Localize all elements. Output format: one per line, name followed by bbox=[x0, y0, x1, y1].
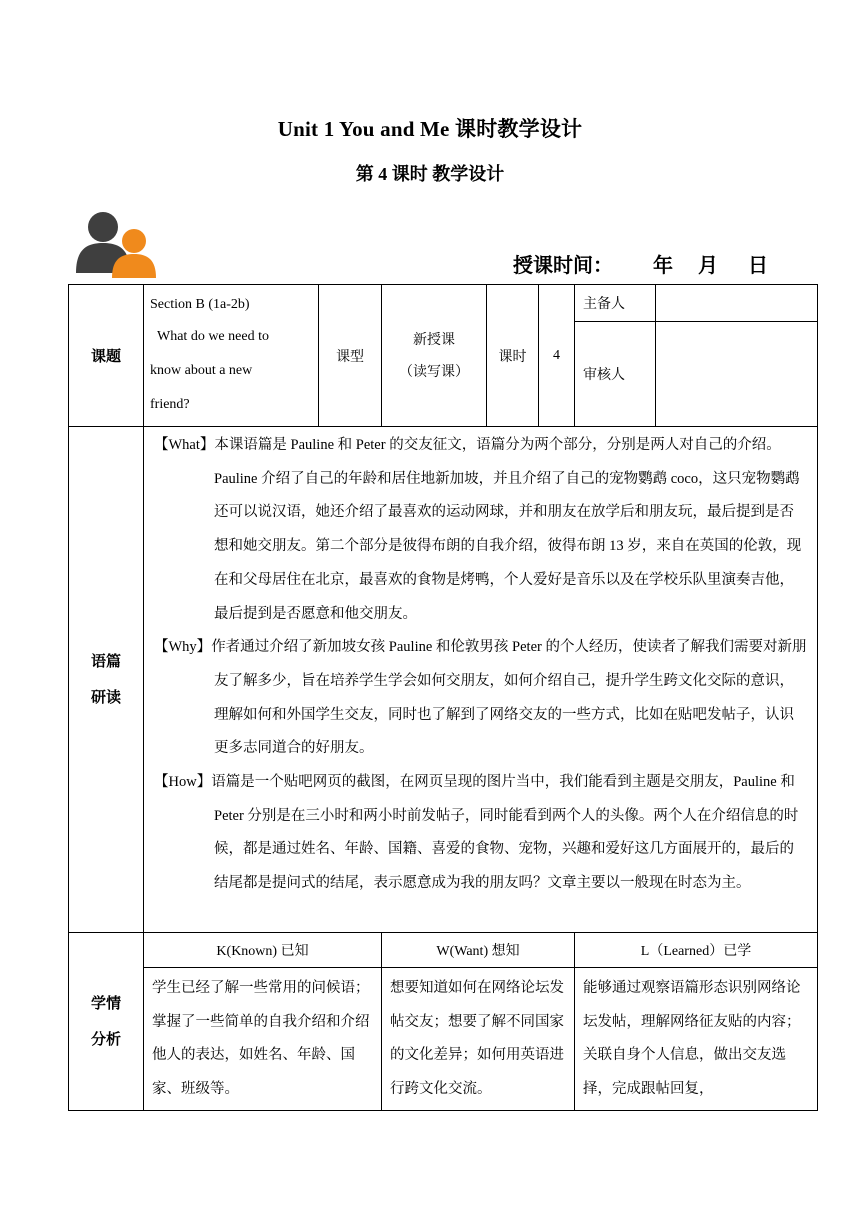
analysis-label-1: 学情 bbox=[90, 995, 121, 1012]
preparer-value bbox=[656, 285, 818, 322]
type-value-1: 新授课 bbox=[413, 332, 455, 348]
learned-text: 能够通过观察语篇形态识别网络论坛发帖，理解网络征友贴的内容；关联自身个人信息，做出交友选择，完成跟帖回复， bbox=[575, 968, 818, 1111]
year-label: 年 bbox=[653, 255, 673, 277]
analysis-label-2: 分析 bbox=[90, 1031, 121, 1048]
what-tag: 【What】 bbox=[154, 437, 215, 453]
known-text: 学生已经了解一些常用的问候语；掌握了一些简单的自我介绍和介绍他人的表达，如姓名、年龄、国家、班级等。 bbox=[144, 968, 382, 1111]
lesson-design-table bbox=[68, 284, 818, 1111]
reading-analysis bbox=[144, 427, 818, 933]
analysis-label bbox=[69, 933, 144, 1111]
preparer-label: 主备人 bbox=[575, 285, 656, 322]
why-paragraph bbox=[154, 631, 807, 766]
lesson-type bbox=[382, 285, 487, 427]
why-text: 作者通过介绍了新加坡女孩 Pauline 和伦敦男孩 Peter 的个人经历，使读者了解我们需要对新朋友了解多少，旨在培养学生学会如何交朋友，如何介绍自己，提升学生跨文化交际的意识，理解如何和外国学生交友，同时也了解到了网络交友的一些方式，比如在贴吧发帖子，认识更多志同道合的好朋友。 bbox=[211, 639, 807, 757]
type-value-2: （读写课） bbox=[399, 364, 469, 380]
lesson-line-2: know about a new bbox=[150, 363, 253, 378]
hours-value: 4 bbox=[539, 285, 575, 427]
want-text: 想要知道如何在网络论坛发帖交友；想要了解不同国家的文化差异；如何用英语进行跨文化交流。 bbox=[382, 968, 575, 1111]
day-label: 日 bbox=[748, 255, 768, 277]
section-text: Section B (1a-2b) bbox=[150, 297, 250, 312]
document-subtitle: 第 4 课时 教学设计 bbox=[355, 164, 505, 184]
reviewer-value bbox=[656, 321, 818, 426]
topic-label: 课题 bbox=[69, 285, 144, 427]
date-label: 授课时间： bbox=[513, 255, 613, 277]
hours-label: 课时 bbox=[487, 285, 539, 427]
known-header: K(Known) 已知 bbox=[144, 933, 382, 968]
how-tag: 【How】 bbox=[154, 774, 212, 791]
how-text: 语篇是一个贴吧网页的截图，在网页呈现的图片当中，我们能看到主题是交朋友，Pauline 和 Peter 分别是在三小时和两小时前发帖子，同时能看到两个人的头像。两个人在介绍信息的时候，都是通过姓名、年龄、国籍、喜爱的食物、宠物，兴趣和爱好这几方面展开的，最后的结尾都是提问式的结尾，表示愿意成为我的朋友吗？文章主要以一般现在时态为主。 bbox=[211, 774, 799, 892]
reviewer-label: 审核人 bbox=[575, 321, 656, 426]
lesson-line-1: What do we need to bbox=[157, 329, 269, 344]
lesson-topic bbox=[144, 285, 319, 427]
lesson-line-3: friend? bbox=[150, 397, 190, 412]
reading-label-2: 研读 bbox=[90, 689, 121, 706]
document-title: Unit 1 You and Me 课时教学设计 bbox=[277, 117, 583, 141]
what-paragraph bbox=[154, 429, 807, 631]
how-paragraph bbox=[154, 766, 807, 901]
reading-label-1: 语篇 bbox=[90, 653, 121, 670]
learned-header: L（Learned）已学 bbox=[575, 933, 818, 968]
teaching-date bbox=[513, 249, 768, 278]
people-icon bbox=[74, 210, 158, 280]
why-tag: 【Why】 bbox=[154, 639, 212, 656]
what-text: 本课语篇是 Pauline 和 Peter 的交友征文，语篇分为两个部分，分别是两人对自己的介绍。Pauline 介绍了自己的年龄和居住地新加坡，并且介绍了自己的宠物鹦鹉 coco，这只宠物鹦鹉还可以说汉语，她还介绍了最喜欢的运动网球，并和朋友在放学后和朋友玩，最后提到是否想和她交朋友。第二个部分是彼得布朗的自我介绍，彼得布朗 13 岁，来自在英国的伦敦，现在和父母居住在北京，最喜欢的食物是烤鸭，个人爱好是音乐以及在学校乐队里演奏吉他，最后提到是否愿意和他交朋友。 bbox=[214, 437, 802, 622]
type-label: 课型 bbox=[319, 285, 382, 427]
reading-label bbox=[69, 427, 144, 933]
month-label: 月 bbox=[698, 255, 718, 277]
want-header: W(Want) 想知 bbox=[382, 933, 575, 968]
